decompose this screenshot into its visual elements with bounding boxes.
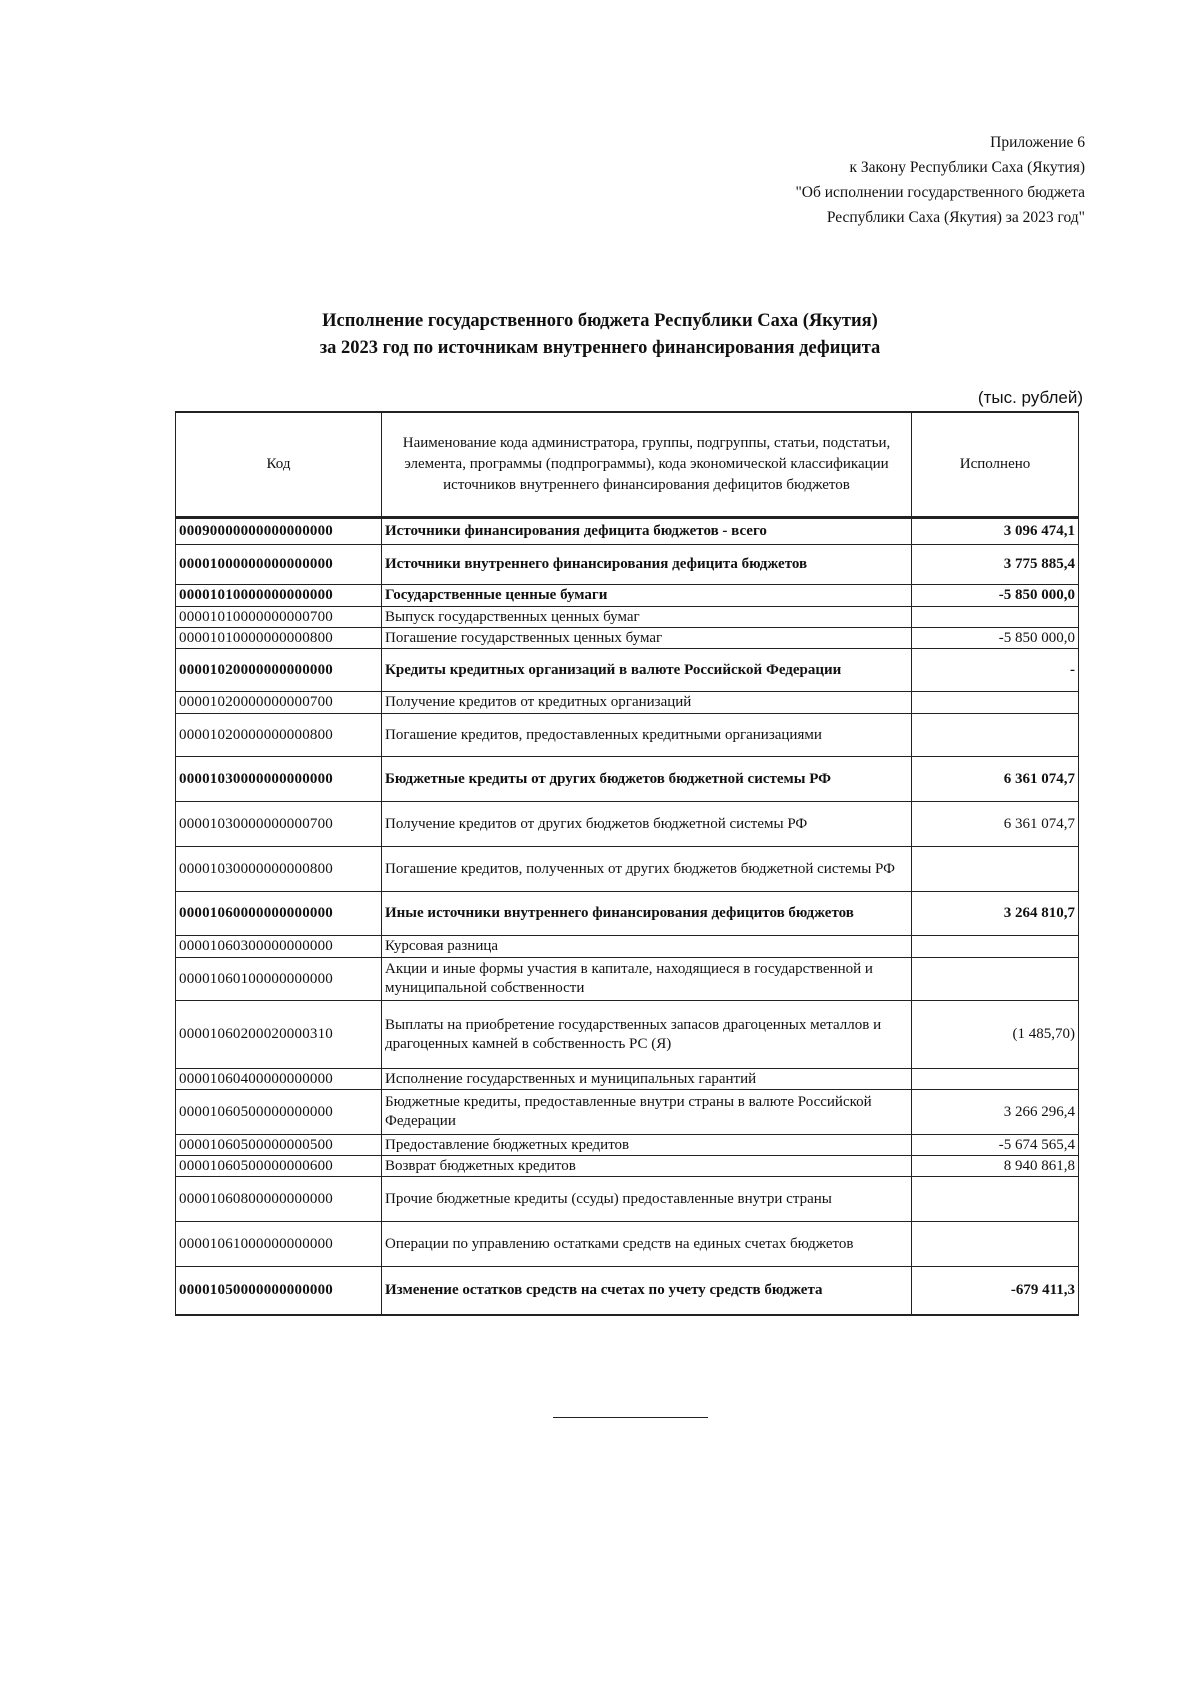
row-code: 00001020000000000800 [176,714,382,757]
row-value: -679 411,3 [912,1267,1079,1315]
table-row [176,1090,1079,1135]
row-value [912,958,1079,1001]
row-code: 00001060100000000000 [176,958,382,1001]
table-row [176,958,1079,1001]
row-name: Прочие бюджетные кредиты (ссуды) предоставленные внутри страны [382,1177,912,1222]
table-row [176,518,1079,545]
row-name: Получение кредитов от других бюджетов бюджетной системы РФ [382,802,912,847]
row-name: Погашение кредитов, предоставленных кредитными организациями [382,714,912,757]
row-name: Возврат бюджетных кредитов [382,1156,912,1177]
row-value: 3 266 296,4 [912,1090,1079,1135]
appendix-line: к Закону Республики Саха (Якутия) [849,159,1085,176]
row-code: 00001020000000000700 [176,692,382,714]
row-name: Исполнение государственных и муниципальных гарантий [382,1069,912,1090]
row-name: Выпуск государственных ценных бумаг [382,607,912,628]
row-code: 00001060500000000000 [176,1090,382,1135]
row-value [912,692,1079,714]
title-line: за 2023 год по источникам внутреннего финансирования дефицита [319,338,881,358]
row-code: 00001061000000000000 [176,1222,382,1267]
row-code: 00001060200020000310 [176,1001,382,1069]
row-value [912,1222,1079,1267]
row-value: 3 775 885,4 [912,545,1079,585]
row-code: 00001060400000000000 [176,1069,382,1090]
document-title [0,308,1200,362]
row-name: Погашение государственных ценных бумаг [382,628,912,649]
row-name: Иные источники внутреннего финансирования дефицитов бюджетов [382,892,912,936]
header-code: Код [176,412,382,518]
row-value: 3 096 474,1 [912,518,1079,545]
row-code: 00001050000000000000 [176,1267,382,1315]
table-row [176,628,1079,649]
row-code: 00090000000000000000 [176,518,382,545]
unit-label: (тыс. рублей) [977,388,1083,407]
row-value: -5 850 000,0 [912,585,1079,607]
row-name: Источники финансирования дефицита бюджетов - всего [382,518,912,545]
table-row [176,892,1079,936]
row-name: Курсовая разница [382,936,912,958]
row-code: 00001060500000000500 [176,1135,382,1156]
table-row [176,545,1079,585]
table-row [176,936,1079,958]
row-name: Источники внутреннего финансирования дефицита бюджетов [382,545,912,585]
table-row [176,585,1079,607]
row-code: 00001010000000000800 [176,628,382,649]
table-row [176,1001,1079,1069]
table-row [176,1177,1079,1222]
row-value [912,714,1079,757]
appendix-header [795,130,1085,230]
row-name: Государственные ценные бумаги [382,585,912,607]
row-code: 00001010000000000000 [176,585,382,607]
row-value [912,1069,1079,1090]
row-code: 00001010000000000700 [176,607,382,628]
table-row [176,607,1079,628]
table-row [176,802,1079,847]
row-code: 00001030000000000000 [176,757,382,802]
table-row [176,1069,1079,1090]
row-name: Получение кредитов от кредитных организаций [382,692,912,714]
row-name: Акции и иные формы участия в капитале, находящиеся в государственной и муниципальной собственности [382,958,912,1001]
row-name: Кредиты кредитных организаций в валюте Российской Федерации [382,649,912,692]
footer-divider [553,1417,708,1418]
table-header-row [176,412,1079,518]
row-value [912,607,1079,628]
row-code: 00001030000000000800 [176,847,382,892]
table-row [176,1135,1079,1156]
row-value: 8 940 861,8 [912,1156,1079,1177]
row-name: Предоставление бюджетных кредитов [382,1135,912,1156]
row-value: -5 674 565,4 [912,1135,1079,1156]
header-value: Исполнено [912,412,1079,518]
table-row [176,1267,1079,1315]
appendix-line: "Об исполнении государственного бюджета [795,184,1085,201]
row-code: 00001060800000000000 [176,1177,382,1222]
row-code: 00001000000000000000 [176,545,382,585]
table-row [176,847,1079,892]
table-row [176,1222,1079,1267]
appendix-line: Республики Саха (Якутия) за 2023 год" [826,209,1085,226]
row-code: 00001020000000000000 [176,649,382,692]
row-value: 3 264 810,7 [912,892,1079,936]
budget-table [175,411,1079,1316]
row-code: 00001060500000000600 [176,1156,382,1177]
row-value [912,847,1079,892]
row-name: Операции по управлению остатками средств на единых счетах бюджетов [382,1222,912,1267]
row-name: Погашение кредитов, полученных от других бюджетов бюджетной системы РФ [382,847,912,892]
title-line: Исполнение государственного бюджета Республики Саха (Якутия) [322,311,878,331]
row-value [912,1177,1079,1222]
table-row [176,692,1079,714]
row-name: Выплаты на приобретение государственных запасов драгоценных металлов и драгоценных камней в собственность РС (Я) [382,1001,912,1069]
row-value [912,936,1079,958]
row-code: 00001060300000000000 [176,936,382,958]
table-row [176,1156,1079,1177]
row-value: -5 850 000,0 [912,628,1079,649]
table-row [176,757,1079,802]
row-value: 6 361 074,7 [912,757,1079,802]
row-value: - [912,649,1079,692]
row-name: Бюджетные кредиты от других бюджетов бюджетной системы РФ [382,757,912,802]
header-name: Наименование кода администратора, группы, подгруппы, статьи, подстатьи, элемента, программы (подпрограммы), кода экономической классификации источников внутреннего финансирования дефицитов бюджетов [382,412,912,518]
row-name: Изменение остатков средств на счетах по учету средств бюджета [382,1267,912,1315]
table-row [176,649,1079,692]
row-code: 00001060000000000000 [176,892,382,936]
table-row [176,714,1079,757]
row-value: (1 485,70) [912,1001,1079,1069]
row-name: Бюджетные кредиты, предоставленные внутри страны в валюте Российской Федерации [382,1090,912,1135]
row-code: 00001030000000000700 [176,802,382,847]
appendix-line: Приложение 6 [990,134,1085,151]
row-value: 6 361 074,7 [912,802,1079,847]
